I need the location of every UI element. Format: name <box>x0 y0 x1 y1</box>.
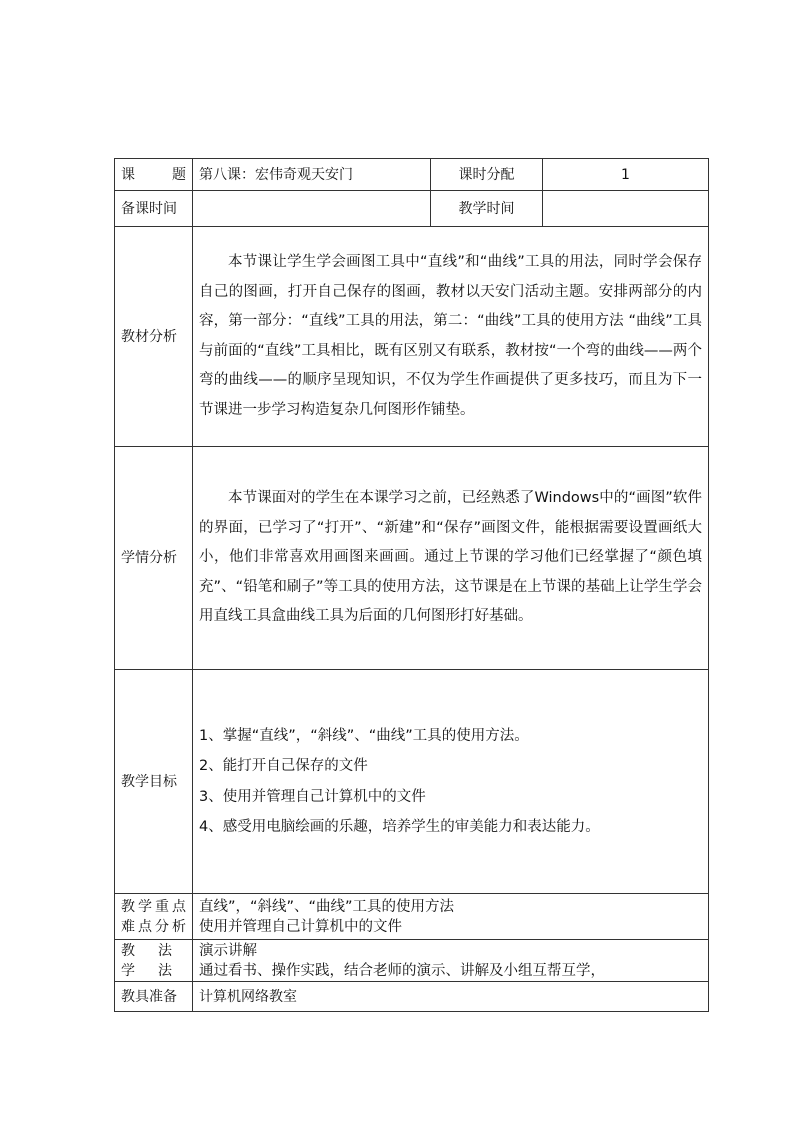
row-key-points <box>115 894 709 940</box>
key-text-1: 直线”，“斜线”、“曲线”工具的使用方法 <box>199 898 455 915</box>
row-tools <box>115 982 709 1012</box>
material-cell <box>193 227 709 447</box>
row-student <box>115 447 709 670</box>
row-methods <box>115 940 709 982</box>
method-label-2: 学 法 <box>121 962 172 979</box>
method-text-1: 演示讲解 <box>199 942 257 959</box>
key-label-1: 教学重点 <box>121 898 186 915</box>
row-material <box>115 227 709 447</box>
row-goals <box>115 670 709 894</box>
key-points-label <box>115 894 193 940</box>
goal-item: 3、使用并管理自己计算机中的文件 <box>199 788 426 805</box>
lesson-plan-sheet <box>114 158 708 1012</box>
student-cell <box>193 447 709 670</box>
method-text-2: 通过看书、操作实践，结合老师的演示、讲解及小组互帮互学， <box>199 962 605 979</box>
title-label: 课 题 <box>115 159 193 191</box>
lesson-plan-table <box>114 158 709 1012</box>
teach-time-label: 教学时间 <box>431 191 543 227</box>
hours-label: 课时分配 <box>431 159 543 191</box>
goal-item: 4、感受用电脑绘画的乐趣，培养学生的审美能力和表达能力。 <box>199 819 600 835</box>
tools-text: 计算机网络教室 <box>193 982 709 1012</box>
goals-label: 教学目标 <box>115 670 193 894</box>
tools-label: 教具准备 <box>115 982 193 1012</box>
key-points-cell <box>193 894 709 940</box>
prep-value <box>193 191 431 227</box>
goal-item: 1、掌握“直线”，“斜线”、“曲线”工具的使用方法。 <box>199 727 529 744</box>
methods-cell <box>193 940 709 982</box>
row-title <box>115 159 709 191</box>
row-prep <box>115 191 709 227</box>
prep-label: 备课时间 <box>115 191 193 227</box>
teach-time-value <box>543 191 709 227</box>
methods-label <box>115 940 193 982</box>
hours-value: 1 <box>543 159 709 191</box>
student-label: 学情分析 <box>115 447 193 670</box>
title-value: 第八课：宏伟奇观天安门 <box>193 159 431 191</box>
goal-item: 2、能打开自己保存的文件 <box>199 758 368 774</box>
material-label: 教材分析 <box>115 227 193 447</box>
material-text: 本节课让学生学会画图工具中“直线”和“曲线”工具的用法，同时学会保存自己的图画，打开自己保存的图画，教材以天安门活动主题。安排两部分的内容，第一部分：“直线”工具的用法，第二：“曲线”工具的使用方法 “曲线”工具与前面的“直线”工具相比，既有区别又有联系，教材按“一个弯的曲线——两个弯的曲线——的顺序呈现知识，不仅为学生作画提供了更多技巧，而且为下一节课进一步学习构造复杂几何图形作铺垫。 <box>199 254 702 418</box>
method-label-1: 教 法 <box>121 942 172 959</box>
student-text: 本节课面对的学生在本课学习之前，已经熟悉了Windows中的“画图”软件的界面，已学习了“打开”、“新建”和“保存”画图文件，能根据需要设置画纸大小，他们非常喜欢用画图来画画。通过上节课的学习他们已经掌握了“颜色填充”、“铅笔和刷子”等工具的使用方法，这节课是在上节课的基础上让学生学会用直线工具盒曲线工具为后面的几何图形打好基础。 <box>199 490 702 625</box>
goals-cell <box>193 670 709 894</box>
key-label-2: 难点分析 <box>121 918 186 935</box>
key-text-2: 使用并管理自己计算机中的文件 <box>199 918 402 935</box>
